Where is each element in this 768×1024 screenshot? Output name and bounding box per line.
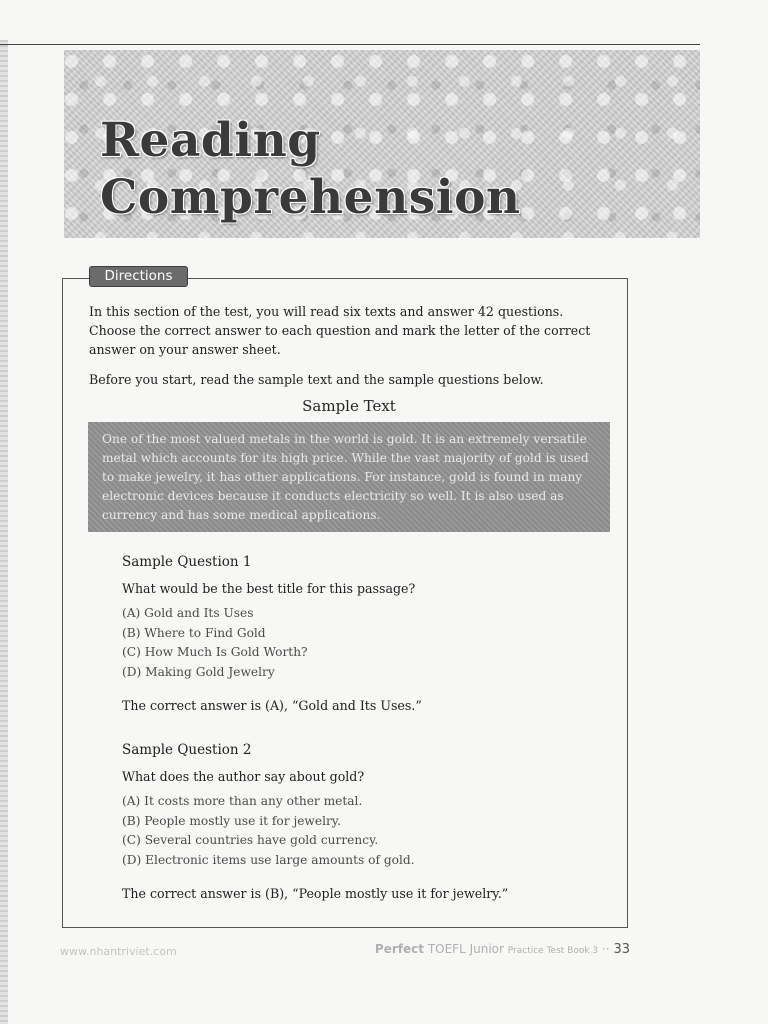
page-title — [100, 112, 521, 226]
question-1-text: What would be the best title for this passage? — [122, 581, 416, 596]
question-1-option-a: (A) Gold and Its Uses — [122, 606, 254, 620]
page-number: 33 — [613, 942, 630, 957]
footer-brand: Perfect — [374, 942, 424, 956]
question-1-options — [122, 604, 308, 682]
question-1-option-b: (B) Where to Find Gold — [122, 625, 266, 640]
question-2-options — [122, 792, 415, 870]
title-line-1: Reading — [100, 113, 321, 168]
question-1-heading: Sample Question 1 — [122, 554, 252, 570]
sample-text-passage: One of the most valued metals in the world is gold. It is an extremely versatile metal which accounts for its high price. While the vast majority of gold is used to make jewelry, it has other applications. For instance, gold is found in many electronic devices because it conducts electricity so well. It is also used as currency and has some medical applications. — [88, 422, 610, 532]
footer-separator: ·· — [601, 942, 610, 956]
question-2-option-c: (C) Several countries have gold currency. — [122, 833, 379, 847]
sample-text-heading: Sample Text — [302, 397, 396, 415]
directions-label: Directions — [89, 266, 188, 287]
directions-paragraph-2: Before you start, read the sample text and the sample questions below. — [89, 372, 544, 387]
question-1-option-c: (C) How Much Is Gold Worth? — [122, 645, 308, 659]
footer-book-title: TOEFL Junior — [427, 942, 504, 956]
question-2-option-b: (B) People mostly use it for jewelry. — [122, 813, 341, 828]
title-line-2: Comprehension — [100, 170, 521, 225]
footer-book-info — [344, 942, 630, 957]
question-2-answer: The correct answer is (B), “People mostly use it for jewelry.” — [122, 886, 509, 901]
top-rule — [0, 44, 700, 45]
question-2-heading: Sample Question 2 — [122, 742, 252, 758]
footer-website: www.nhantriviet.com — [60, 945, 177, 958]
footer-book-subtitle: Practice Test Book 3 — [507, 946, 599, 956]
question-2-option-d: (D) Electronic items use large amounts of gold. — [122, 852, 415, 867]
question-2-option-a: (A) It costs more than any other metal. — [122, 794, 363, 808]
question-1-answer: The correct answer is (A), “Gold and Its Uses.” — [122, 698, 422, 713]
question-2-text: What does the author say about gold? — [122, 769, 365, 784]
directions-paragraph-1: In this section of the test, you will read six texts and answer 42 questions. Choose the correct answer to each question and mark the letter of the correct answer on your answer sheet. — [89, 304, 591, 357]
scanned-page-edge — [0, 40, 8, 1024]
question-1-option-d: (D) Making Gold Jewelry — [122, 664, 275, 679]
